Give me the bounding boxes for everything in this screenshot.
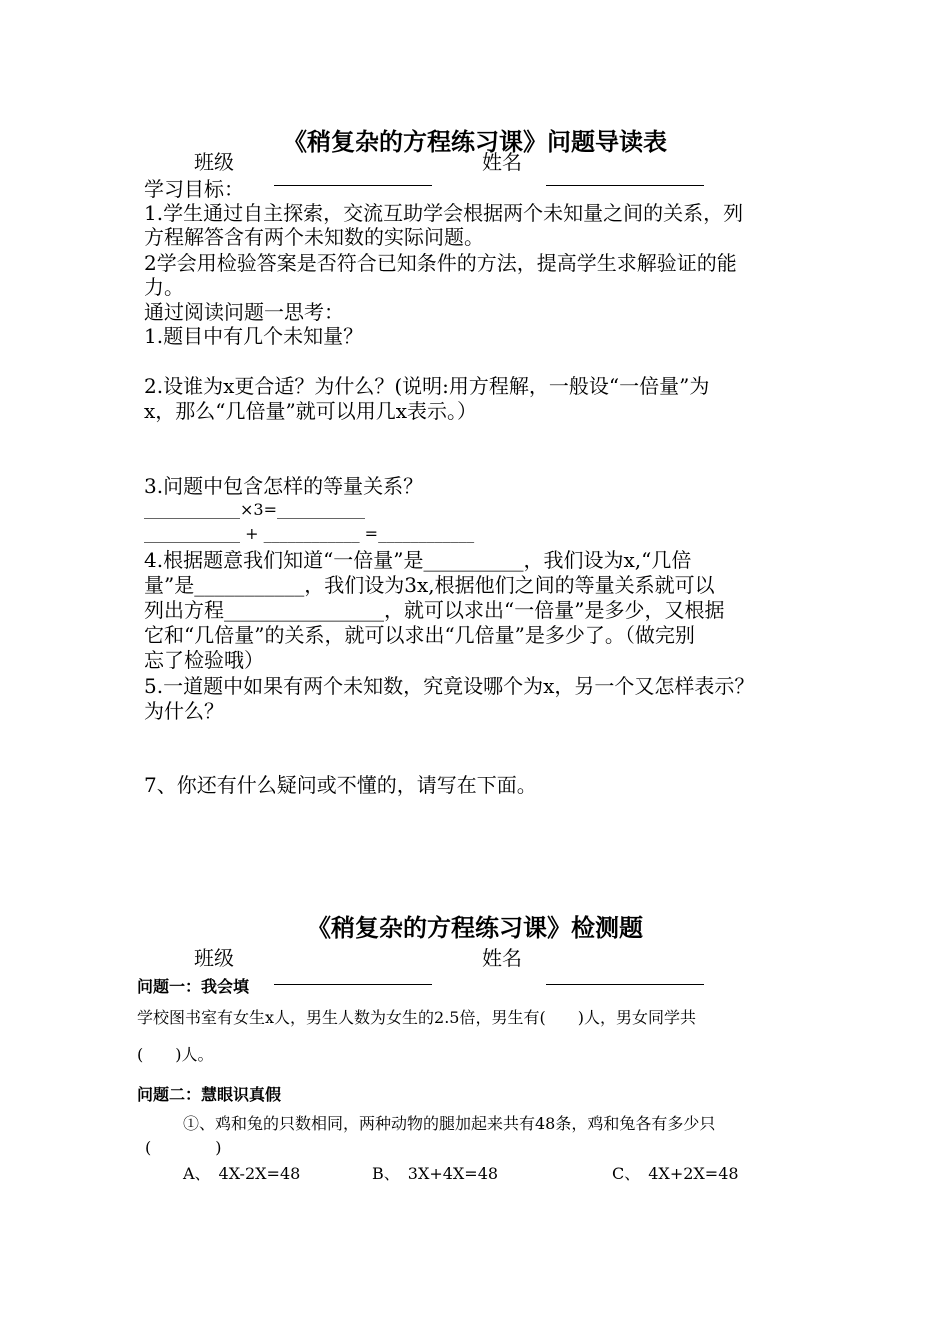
question-4-line4: 它和“几倍量”的关系，就可以求出“几倍量”是多少了。（做完别 — [144, 623, 695, 647]
option-c[interactable]: C、 4X+2X=48 — [612, 1164, 739, 1183]
section-1-heading: 问题一：我会填 — [137, 977, 250, 996]
class-label: 班级 — [194, 150, 234, 174]
read-intro: 通过阅读问题一思考： — [144, 300, 344, 324]
option-b[interactable]: B、 3X+4X=48 — [372, 1164, 499, 1183]
goal1-line1: 1.学生通过自主探索，交流互助学会根据两个未知量之间的关系，列 — [144, 201, 744, 225]
test-name-blank[interactable] — [546, 984, 704, 985]
goal1-line2: 方程解答含有两个未知数的实际问题。 — [144, 225, 484, 249]
question-3: 3.问题中包含怎样的等量关系？ — [144, 474, 424, 498]
fill-question-line1: 学校图书室有女生x人，男生人数为女生的2.5倍，男生有( )人，男女同学共 — [137, 1008, 696, 1027]
test-class-label: 班级 — [194, 946, 234, 970]
equation-blank-row1[interactable]: ____________×3=___________ — [144, 500, 365, 519]
question-4-line3: 列出方程________________，就可以求出“一倍量”是多少，又根据 — [144, 598, 725, 622]
question-4-line1: 4.根据题意我们知道“一倍量”是__________，我们设为x,“几倍 — [144, 548, 692, 572]
equation-blank-row2[interactable]: ____________ + ____________ =____________ — [144, 524, 475, 543]
question-2-line1: 2.设谁为x更合适？为什么？(说明:用方程解，一般设“一倍量”为 — [144, 374, 710, 398]
name-blank[interactable] — [546, 185, 704, 186]
fill-question-line2: ( )人。 — [137, 1045, 214, 1064]
class-blank[interactable] — [274, 185, 432, 186]
option-a[interactable]: A、 4X-2X=48 — [183, 1164, 301, 1183]
question-4-line2: 量”是___________，我们设为3x,根据他们之间的等量关系就可以 — [144, 573, 715, 597]
name-label: 姓名 — [482, 150, 522, 174]
item-1-line1: ①、鸡和兔的只数相同，两种动物的腿加起来共有48条，鸡和兔各有多少只 — [183, 1114, 716, 1133]
question-2-line2: x，那么“几倍量”就可以用几x表示。） — [144, 399, 478, 423]
test-name-label: 姓名 — [482, 946, 522, 970]
question-1: 1.题目中有几个未知量？ — [144, 324, 364, 348]
section-2-heading: 问题二：慧眼识真假 — [137, 1085, 282, 1104]
item-1-answer-blank[interactable]: ( ) — [145, 1138, 222, 1157]
goal2-line2: 力。 — [144, 275, 184, 299]
question-7: 7、你还有什么疑问或不懂的，请写在下面。 — [144, 773, 537, 797]
goals-label: 学习目标： — [144, 177, 244, 201]
goal2-line1: 2学会用检验答案是否符合已知条件的方法，提高学生求解验证的能 — [144, 251, 737, 275]
test-class-blank[interactable] — [274, 984, 432, 985]
question-5-line1: 5.一道题中如果有两个未知数，究竟设哪个为x，另一个又怎样表示？ — [144, 674, 755, 698]
question-5-line2: 为什么？ — [144, 699, 224, 723]
test-title: 《稍复杂的方程练习课》检测题 — [307, 914, 643, 942]
guide-title: 《稍复杂的方程练习课》问题导读表 — [283, 128, 667, 156]
question-4-line5: 忘了检验哦） — [144, 648, 264, 672]
